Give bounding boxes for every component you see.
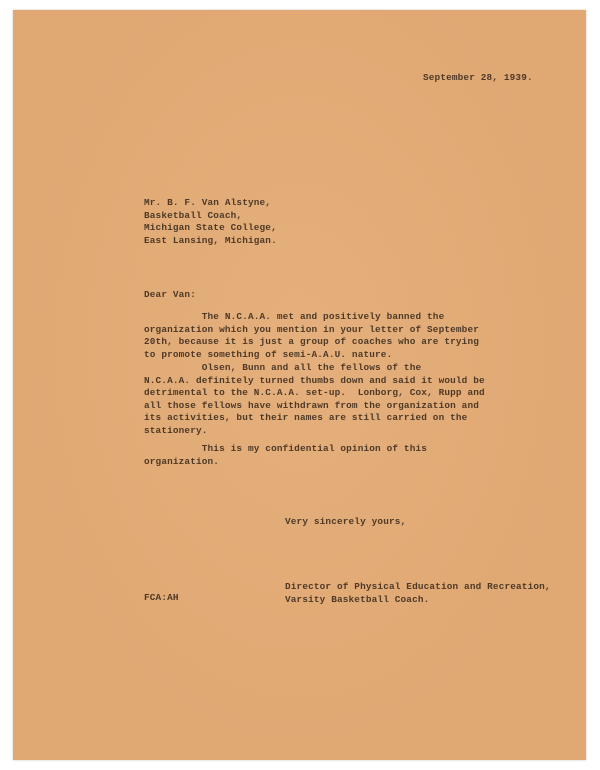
text-line: organization. xyxy=(144,455,220,467)
text-line: all those fellows have withdrawn from the organization and xyxy=(144,399,480,411)
typist-initials: FCA:AH xyxy=(144,592,179,603)
text-line: to promote something of semi-A.A.U. nature. xyxy=(144,348,393,360)
text-line: 20th, because it is just a group of coaches who are trying xyxy=(144,336,480,347)
letter-date: September 28, 1939. xyxy=(423,72,533,83)
signature-block xyxy=(285,581,551,606)
signature-line: Varsity Basketball Coach. xyxy=(285,593,430,605)
text-line: its activities, but their names are still carried on the xyxy=(144,412,468,423)
address-line: East Lansing, Michigan. xyxy=(144,234,277,246)
letter-page xyxy=(13,10,586,760)
paragraph-1 xyxy=(144,311,479,361)
text-line: Olsen, Bunn and all the fellows of the xyxy=(144,362,422,373)
paragraph-3 xyxy=(144,443,427,468)
text-line: This is my confidential opinion of this xyxy=(144,443,428,454)
closing: Very sincerely yours, xyxy=(285,516,407,527)
text-line: stationery. xyxy=(144,424,208,436)
text-line: N.C.A.A. definitely turned thumbs down and said it would be xyxy=(144,374,485,386)
address-line: Michigan State College, xyxy=(144,222,277,233)
recipient-address xyxy=(144,197,277,247)
text-line: detrimental to the N.C.A.A. set-up. Lonborg, Cox, Rupp and xyxy=(144,387,485,398)
signature-line: Director of Physical Education and Recreation, xyxy=(285,581,551,592)
address-line: Mr. B. F. Van Alstyne, xyxy=(144,197,272,208)
salutation: Dear Van: xyxy=(144,289,196,300)
address-line: Basketball Coach, xyxy=(144,209,243,221)
text-line: The N.C.A.A. met and positively banned the xyxy=(144,311,445,322)
text-line: organization which you mention in your letter of September xyxy=(144,323,480,335)
paragraph-2 xyxy=(144,362,485,437)
